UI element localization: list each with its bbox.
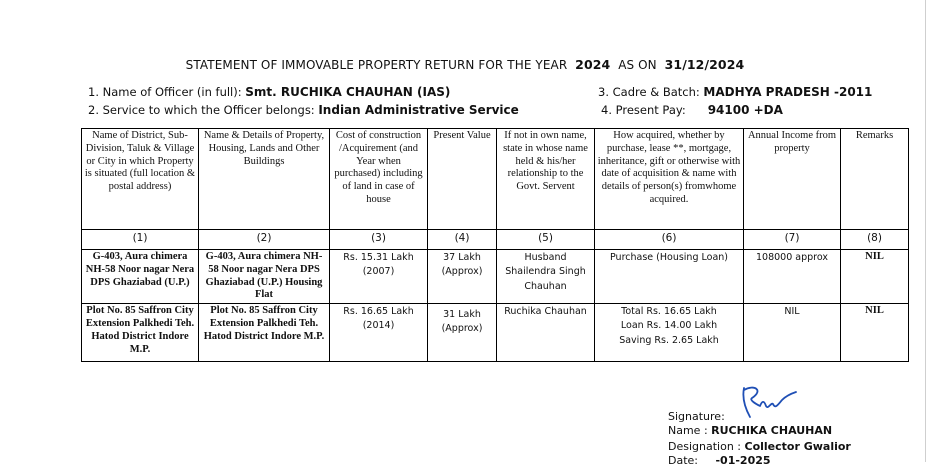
title-year: 2024	[575, 57, 611, 72]
statement-title	[0, 57, 930, 72]
header-row	[82, 129, 909, 230]
row-remarks: NIL	[841, 304, 909, 362]
title-as-on-date: 31/12/2024	[664, 57, 745, 72]
date-value: -01-2025	[715, 454, 771, 467]
table-row	[82, 304, 909, 362]
row-details: G-403, Aura chimera NH-58 Noor nagar Nera DPS Ghaziabad (U.P.) Housing Flat	[199, 250, 330, 304]
row-cost: Rs. 15.31 Lakh (2007)	[330, 250, 428, 304]
row-location: Plot No. 85 Saffron City Extension Palkhedi Teh. Hatod District Indore M.P.	[82, 304, 199, 362]
header-remarks: Remarks	[841, 129, 909, 230]
column-number: (3)	[330, 230, 428, 250]
pay-label: 4. Present Pay:	[601, 103, 686, 117]
signature-name-line	[668, 424, 832, 437]
column-number: (1)	[82, 230, 199, 250]
row-annual-income: 108000 approx	[744, 250, 841, 304]
date-label: Date:	[668, 454, 698, 467]
signature-scribble-icon	[738, 384, 800, 424]
pay-value: 94100 +DA	[707, 103, 783, 117]
row-how-acquired: Purchase (Housing Loan)	[595, 250, 744, 304]
header-held-by: If not in own name, state in whose name held & his/her relationship to the Govt. Servent	[497, 129, 595, 230]
header-details: Name & Details of Property, Housing, Lands and Other Buildings	[199, 129, 330, 230]
pay-line	[601, 103, 783, 117]
table-row	[82, 250, 909, 304]
officer-service-label: 2. Service to which the Officer belongs:	[88, 103, 315, 117]
designation-label: Designation :	[668, 440, 741, 453]
column-number-row	[82, 230, 909, 250]
officer-name-line	[88, 85, 450, 99]
acquired-saving: Saving Rs. 2.65 Lakh	[619, 334, 719, 346]
column-number: (4)	[428, 230, 497, 250]
property-table	[81, 128, 909, 362]
designation-line	[668, 440, 851, 453]
officer-name-value: Smt. RUCHIKA CHAUHAN (IAS)	[245, 85, 451, 99]
header-location: Name of District, Sub-Division, Taluk & Village or City in which Property is situated (full location & postal address)	[82, 129, 199, 230]
cadre-line	[598, 85, 872, 99]
row-present-value: 37 Lakh (Approx)	[428, 250, 497, 304]
cadre-value: MADHYA PRADESH -2011	[703, 85, 873, 99]
column-number: (2)	[199, 230, 330, 250]
row-location: G-403, Aura chimera NH-58 Noor nagar Nera DPS Ghaziabad (U.P.)	[82, 250, 199, 304]
header-how-acquired: How acquired, whether by purchase, lease **, mortgage, inheritance, gift or otherwise with date of acquisition & name with details of person(s) fromwhome acquired.	[595, 129, 744, 230]
header-present-value: Present Value	[428, 129, 497, 230]
column-number: (8)	[841, 230, 909, 250]
designation-value: Collector Gwalior	[744, 440, 851, 453]
date-line	[668, 454, 771, 467]
header-annual-income: Annual Income from property	[744, 129, 841, 230]
row-held-by: Husband Shailendra Singh Chauhan	[497, 250, 595, 304]
officer-service-value: Indian Administrative Service	[318, 103, 519, 117]
signature-name-label: Name :	[668, 424, 708, 437]
title-as-on-label: AS ON	[618, 58, 657, 72]
row-remarks: NIL	[841, 250, 909, 304]
acquired-total: Total Rs. 16.65 Lakh	[621, 306, 717, 318]
row-details: Plot No. 85 Saffron City Extension Palkhedi Teh. Hatod District Indore M.P.	[199, 304, 330, 362]
column-number: (5)	[497, 230, 595, 250]
signature-name-value: RUCHIKA CHAUHAN	[711, 424, 833, 437]
row-held-by: Ruchika Chauhan	[497, 304, 595, 362]
officer-name-label: 1. Name of Officer (in full):	[88, 85, 242, 99]
row-annual-income: NIL	[744, 304, 841, 362]
officer-service-line	[88, 103, 519, 117]
acquired-loan: Loan Rs. 14.00 Lakh	[620, 320, 718, 332]
column-number: (7)	[744, 230, 841, 250]
row-present-value: 31 Lakh (Approx)	[428, 304, 497, 362]
cadre-label: 3. Cadre & Batch:	[598, 85, 700, 99]
signature-line	[668, 410, 725, 423]
row-cost: Rs. 16.65 Lakh (2014)	[330, 304, 428, 362]
header-cost: Cost of construction /Acquirement (and Year when purchased) including of land in case of house	[330, 129, 428, 230]
row-how-acquired	[595, 304, 744, 362]
signature-label: Signature:	[668, 410, 725, 423]
column-number: (6)	[595, 230, 744, 250]
title-prefix: STATEMENT OF IMMOVABLE PROPERTY RETURN FOR THE YEAR	[185, 58, 568, 72]
